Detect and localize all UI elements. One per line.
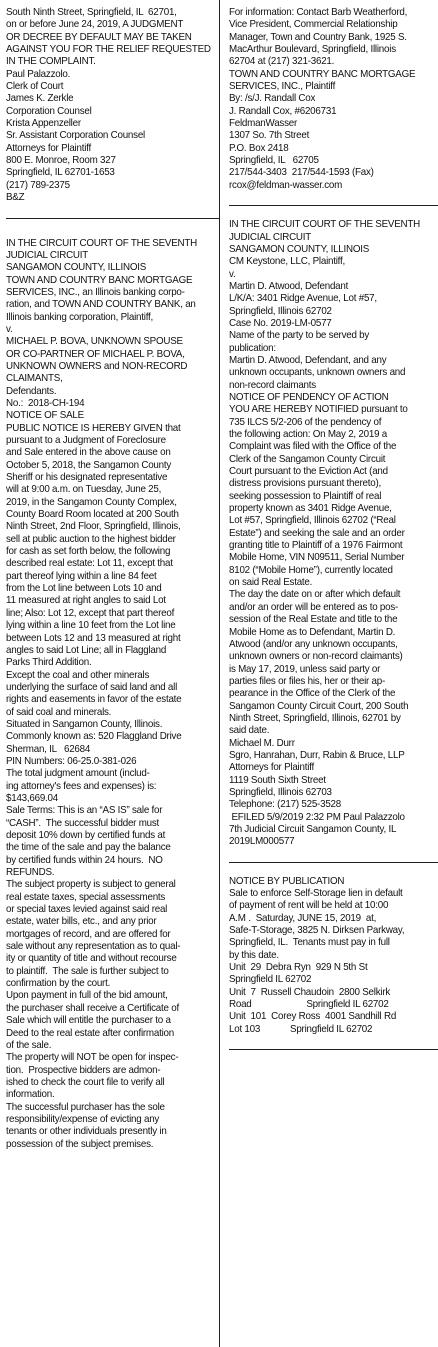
text-line: deposit 10% down by certified funds at xyxy=(6,829,166,841)
text-line: unknown occupants, unknown owners and xyxy=(229,366,406,379)
text-line: on or before June 24, 2019, A JUDGMENT xyxy=(6,18,184,31)
notice-by-publication xyxy=(229,875,422,1035)
notice-foreclosure-tail xyxy=(6,6,211,204)
text-line: Name of the party to be served by xyxy=(229,329,370,342)
text-line: Sherman, IL 62684 xyxy=(6,742,91,755)
text-line: sell at public auction to the highest bidder xyxy=(6,532,176,545)
text-line: between Lots 12 and 13 measured at right xyxy=(6,631,181,644)
text-line: Telephone: (217) 525-3528 xyxy=(229,798,341,811)
text-line: Lot #57, Springfield, Illinois 62702 (“Real xyxy=(229,514,396,527)
text-line: Upon payment in full of the bid amount, xyxy=(6,989,168,1002)
text-line: angles to said Lot Line; all in Flaggland xyxy=(6,643,167,656)
text-line: No.: 2018-CH-194 xyxy=(6,396,85,409)
text-line: Road Springfield IL 62702 xyxy=(229,998,389,1011)
text-line: James K. Zerkle xyxy=(6,92,74,105)
text-line: the time of the sale and pay the balance xyxy=(6,841,171,854)
text-line: confirmation by the court. xyxy=(6,977,111,990)
text-line: L/K/A: 3401 Ridge Avenue, Lot #57, xyxy=(229,292,377,305)
text-line: P.O. Box 2418 xyxy=(229,141,289,154)
text-line: The day the date on or after which default xyxy=(229,588,401,601)
text-line: MICHAEL P. BOVA, UNKNOWN SPOUSE xyxy=(6,335,183,348)
text-line: ing attorney's fees and expenses) is: xyxy=(6,779,157,792)
text-line: EFILED 5/9/2019 2:32 PM Paul Palazzolo xyxy=(229,810,405,823)
text-line: Clerk of Court xyxy=(6,80,64,93)
text-line: Paul Palazzolo. xyxy=(6,67,71,80)
text-line: B&Z xyxy=(6,191,25,204)
text-line: described real estate: Lot 11, except that xyxy=(6,557,173,570)
text-line: said date. xyxy=(229,724,270,737)
notice-contact-tail xyxy=(229,6,422,191)
text-line: Unit 7 Russell Chaudoin 2800 Selkirk xyxy=(229,985,391,998)
notice-pendency-of-action xyxy=(229,218,422,848)
text-line: Sgro, Hanrahan, Durr, Rabin & Bruce, LLP xyxy=(229,748,405,761)
text-line: Unit 29 Debra Ryn 929 N 5th St xyxy=(229,961,368,974)
text-line: AGAINST YOU FOR THE RELIEF REQUESTED xyxy=(6,43,211,56)
text-line: CLAIMANTS, xyxy=(6,372,63,385)
text-line: Michael M. Durr xyxy=(229,736,295,749)
text-line: JUDICIAL CIRCUIT xyxy=(6,248,89,261)
text-line: parties files or files his, her or their ap- xyxy=(229,674,386,687)
text-line: The successful purchaser has the sole xyxy=(6,1100,165,1113)
text-line: 7th Judicial Circuit Sangamon County, IL xyxy=(229,823,397,835)
text-line: for cash as set forth below, the following xyxy=(6,545,171,558)
text-line: from the Lot line between Lots 10 and xyxy=(6,582,162,595)
text-line: 217/544-3403 217/544-1593 (Fax) xyxy=(229,166,374,179)
text-line: $143,669.04 xyxy=(6,791,58,804)
text-line: YOU ARE HEREBY NOTIFIED pursuant to xyxy=(229,403,408,416)
text-line: part thereof lying within a line 84 feet xyxy=(6,569,157,582)
text-line: granting title to Plaintiff of a 1976 Fairmont xyxy=(229,539,403,552)
text-line: and/or an order will be entered as to pos- xyxy=(229,600,399,613)
text-line: of said coal and minerals. xyxy=(6,705,112,718)
text-line: Martin D. Atwood, Defendant, and any xyxy=(229,353,387,366)
text-line: lying within a line 10 feet from the Lot line xyxy=(6,619,176,632)
text-line: non-record claimants xyxy=(229,378,316,391)
text-line: (217) 789-2375 xyxy=(6,178,70,191)
text-line: JUDICIAL CIRCUIT xyxy=(229,230,312,243)
text-line: Estate”) and seeking the sale and an order xyxy=(229,526,405,539)
text-line: mortgages of record, and are offered for xyxy=(6,927,171,940)
text-line: 1119 South Sixth Street xyxy=(229,773,326,786)
text-line: property known as 3401 Ridge Avenue, xyxy=(229,502,392,515)
text-line: UNKNOWN OWNERS and NON-RECORD xyxy=(6,359,188,372)
column-divider xyxy=(219,0,220,1347)
text-line: IN THE CIRCUIT COURT OF THE SEVENTH xyxy=(229,218,420,231)
text-line: IN THE CIRCUIT COURT OF THE SEVENTH xyxy=(6,236,197,249)
text-line: pursuant to a Judgment of Foreclosure xyxy=(6,434,166,446)
text-line: to plaintiff. The sale is further subject to xyxy=(6,964,169,977)
text-line: Situated in Sangamon County, Illinois. xyxy=(6,717,163,730)
text-line: distress provisions pursuant thereto), xyxy=(229,477,381,490)
text-line: PUBLIC NOTICE IS HEREBY GIVEN that xyxy=(6,421,181,434)
text-line: Krista Appenzeller xyxy=(6,117,81,130)
text-line: Unit 101 Corey Ross 4001 Sandhill Rd xyxy=(229,1010,397,1023)
text-line: 1307 So. 7th Street xyxy=(229,129,310,142)
text-line: session of the Real Estate and title to the xyxy=(229,613,398,626)
text-line: ration, and TOWN AND COUNTRY BANK, an xyxy=(6,298,196,311)
text-line: SANGAMON COUNTY, ILLINOIS xyxy=(229,242,370,255)
text-line: Lot 103 Springfield IL 62702 xyxy=(229,1022,373,1035)
text-line: 2019LM000577 xyxy=(229,835,295,848)
text-line: Martin D. Atwood, Defendant xyxy=(229,279,349,292)
text-line: Clerk of the Sangamon County Circuit xyxy=(229,452,386,465)
text-line: real estate taxes, special assessments xyxy=(6,890,166,903)
text-line: Sale Terms: This is an “AS IS” sale for xyxy=(6,804,163,817)
text-line: v. xyxy=(6,322,13,335)
text-line: of payment of rent will be held at 10:00 xyxy=(229,899,389,912)
text-line: Complaint was filed with the Office of the xyxy=(229,440,397,453)
text-line: Manager, Town and Country Bank, 1925 S. xyxy=(229,30,407,43)
text-line: Springfield, Illinois 62702 xyxy=(229,304,332,317)
text-line: 62704 at (217) 321-3621. xyxy=(229,55,335,68)
text-line: Except the coal and other minerals xyxy=(6,668,150,681)
text-line: Commonly known as: 520 Flaggland Drive xyxy=(6,730,182,743)
text-line: SERVICES, INC., Plaintiff xyxy=(229,80,336,93)
text-line: Deed to the real estate after confirmation xyxy=(6,1026,174,1039)
text-line: Springfield, IL. Tenants must pay in full xyxy=(229,936,390,949)
text-line: responsibility/expense of evicting any xyxy=(6,1112,160,1125)
text-line: estate, water bills, etc., and any prior xyxy=(6,915,157,928)
text-line: Springfield, IL 62701-1653 xyxy=(6,166,115,179)
text-line: NOTICE OF PENDENCY OF ACTION xyxy=(229,390,389,403)
text-line: The total judgment amount (includ- xyxy=(6,767,150,780)
text-line: Court pursuant to the Eviction Act (and xyxy=(229,465,388,478)
text-line: For information: Contact Barb Weatherford, xyxy=(229,6,408,18)
text-line: South Ninth Street, Springfield, IL 62701, xyxy=(6,6,177,18)
text-line: 735 ILCS 5/2-206 of the pendency of xyxy=(229,415,382,428)
text-line: J. Randall Cox, #6206731 xyxy=(229,104,337,117)
text-line: ished to check the court file to verify all xyxy=(6,1075,165,1088)
text-line: Ninth Street, Springfield, Illinois, 62701 by xyxy=(229,711,401,724)
text-line: OR DECREE BY DEFAULT MAY BE TAKEN xyxy=(6,30,192,43)
text-line: PIN Numbers: 06-25.0-381-026 xyxy=(6,754,137,767)
text-line: CM Keystone, LLC, Plaintiff, xyxy=(229,255,345,268)
text-line: Defendants. xyxy=(6,384,57,397)
text-line: October 5, 2018, the Sangamon County xyxy=(6,458,172,471)
text-line: by this date. xyxy=(229,948,279,961)
text-line: is May 17, 2019, unless said party or xyxy=(229,662,381,675)
text-line: Vice President, Commercial Relationship xyxy=(229,18,398,31)
text-line: NOTICE BY PUBLICATION xyxy=(229,874,345,887)
text-line: 11 measured at right angles to said Lot xyxy=(6,594,166,607)
text-line: MacArthur Boulevard, Springfield, Illinois xyxy=(229,43,396,56)
text-line: pearance in the Office of the Clerk of the xyxy=(229,687,396,700)
text-line: information. xyxy=(6,1088,55,1101)
text-line: Mobile Home as to Defendant, Martin D. xyxy=(229,625,396,638)
left-column xyxy=(6,6,211,1150)
text-line: Case No. 2019-LM-0577 xyxy=(229,316,332,329)
text-line: The property will NOT be open for inspec- xyxy=(6,1051,179,1064)
text-line: NOTICE OF SALE xyxy=(6,409,84,422)
text-line: SERVICES, INC., an Illinois banking corpo- xyxy=(6,285,185,298)
text-line: Sangamon County Circuit Court, 200 South xyxy=(229,699,409,712)
text-line: tenants or other individuals presently in xyxy=(6,1125,167,1138)
text-line: sale without any representation as to qual- xyxy=(6,940,181,953)
text-line: TOWN AND COUNTRY BANC MORTGAGE xyxy=(6,273,193,286)
text-line: Atwood (and/or any unknown occupants, xyxy=(229,637,398,650)
text-line: Illinois banking corporation, Plaintiff, xyxy=(6,310,154,323)
text-line: IN THE COMPLAINT. xyxy=(6,55,96,68)
text-line: will at 9:00 a.m. on Tuesday, June 25, xyxy=(6,483,162,496)
text-line: Corporation Counsel xyxy=(6,104,92,117)
text-line: publication: xyxy=(229,341,276,354)
text-line: v. xyxy=(229,267,236,280)
text-line: rights and easements in favor of the estate xyxy=(6,693,182,706)
text-line: underlying the surface of said land and all xyxy=(6,680,178,693)
text-line: tion. Prospective bidders are admon- xyxy=(6,1063,161,1076)
text-line: Springfield IL 62702 xyxy=(229,973,312,986)
notice-of-sale xyxy=(6,237,199,1150)
text-line: ity or quantity of title and without recourse xyxy=(6,952,177,965)
text-line: the purchaser shall receive a Certificate of xyxy=(6,1001,179,1014)
text-line: By: /s/J. Randall Cox xyxy=(229,92,316,105)
text-line: 2019, in the Sangamon County Complex, xyxy=(6,495,177,508)
text-line: OR CO-PARTNER OF MICHAEL P. BOVA, xyxy=(6,347,185,360)
text-line: County Board Room located at 200 South xyxy=(6,508,179,521)
text-line: of the sale. xyxy=(6,1038,52,1051)
right-column xyxy=(229,6,422,1050)
text-line: Sheriff or his designated representative xyxy=(6,471,168,484)
text-line: Springfield, Illinois 62703 xyxy=(229,785,332,798)
text-line: Ninth Street, 2nd Floor, Springfield, Illinois, xyxy=(6,520,181,533)
text-line: 800 E. Monroe, Room 327 xyxy=(6,154,116,167)
text-line: Attorneys for Plaintiff xyxy=(229,761,314,774)
text-line: Mobile Home, VIN N09511, Serial Number xyxy=(229,551,405,564)
text-line: or special taxes levied against said real xyxy=(6,903,168,916)
notice-separator xyxy=(229,1049,438,1050)
text-line: “CASH”. The successful bidder must xyxy=(6,816,160,829)
text-line: TOWN AND COUNTRY BANC MORTGAGE xyxy=(229,67,416,80)
text-line: FeldmanWasser xyxy=(229,117,298,130)
text-line: SANGAMON COUNTY, ILLINOIS xyxy=(6,261,147,274)
text-line: line; Also: Lot 12, except that part thereof xyxy=(6,606,175,619)
text-line: 8102 (“Mobile Home”), currently located xyxy=(229,563,393,576)
text-line: Springfield, IL 62705 xyxy=(229,154,319,167)
text-line: A.M . Saturday, JUNE 15, 2019 at, xyxy=(229,911,377,924)
text-line: Sale which will entitle the purchaser to a xyxy=(6,1014,171,1027)
text-line: on said Real Estate. xyxy=(229,576,313,589)
text-line: and Sale entered in the above cause on xyxy=(6,446,171,459)
text-line: Sale to enforce Self-Storage lien in default xyxy=(229,887,403,900)
text-line: by certified funds within 24 hours. NO xyxy=(6,853,163,866)
text-line: the following action: On May 2, 2019 a xyxy=(229,428,388,440)
text-line: seeking possession to Plaintiff of real xyxy=(229,489,382,502)
text-line: The subject property is subject to general xyxy=(6,878,176,891)
text-line: Parks Third Addition. xyxy=(6,656,92,669)
text-line: Safe-T-Storage, 3825 N. Dirksen Parkway, xyxy=(229,924,405,937)
text-line: Attorneys for Plaintiff xyxy=(6,141,91,154)
text-line: unknown owners or non-record claimants) xyxy=(229,650,403,663)
text-line: possession of the subject premises. xyxy=(6,1137,154,1150)
text-line: Sr. Assistant Corporation Counsel xyxy=(6,129,145,142)
text-line: rcox@feldman-wasser.com xyxy=(229,178,343,191)
text-line: REFUNDS. xyxy=(6,866,55,879)
